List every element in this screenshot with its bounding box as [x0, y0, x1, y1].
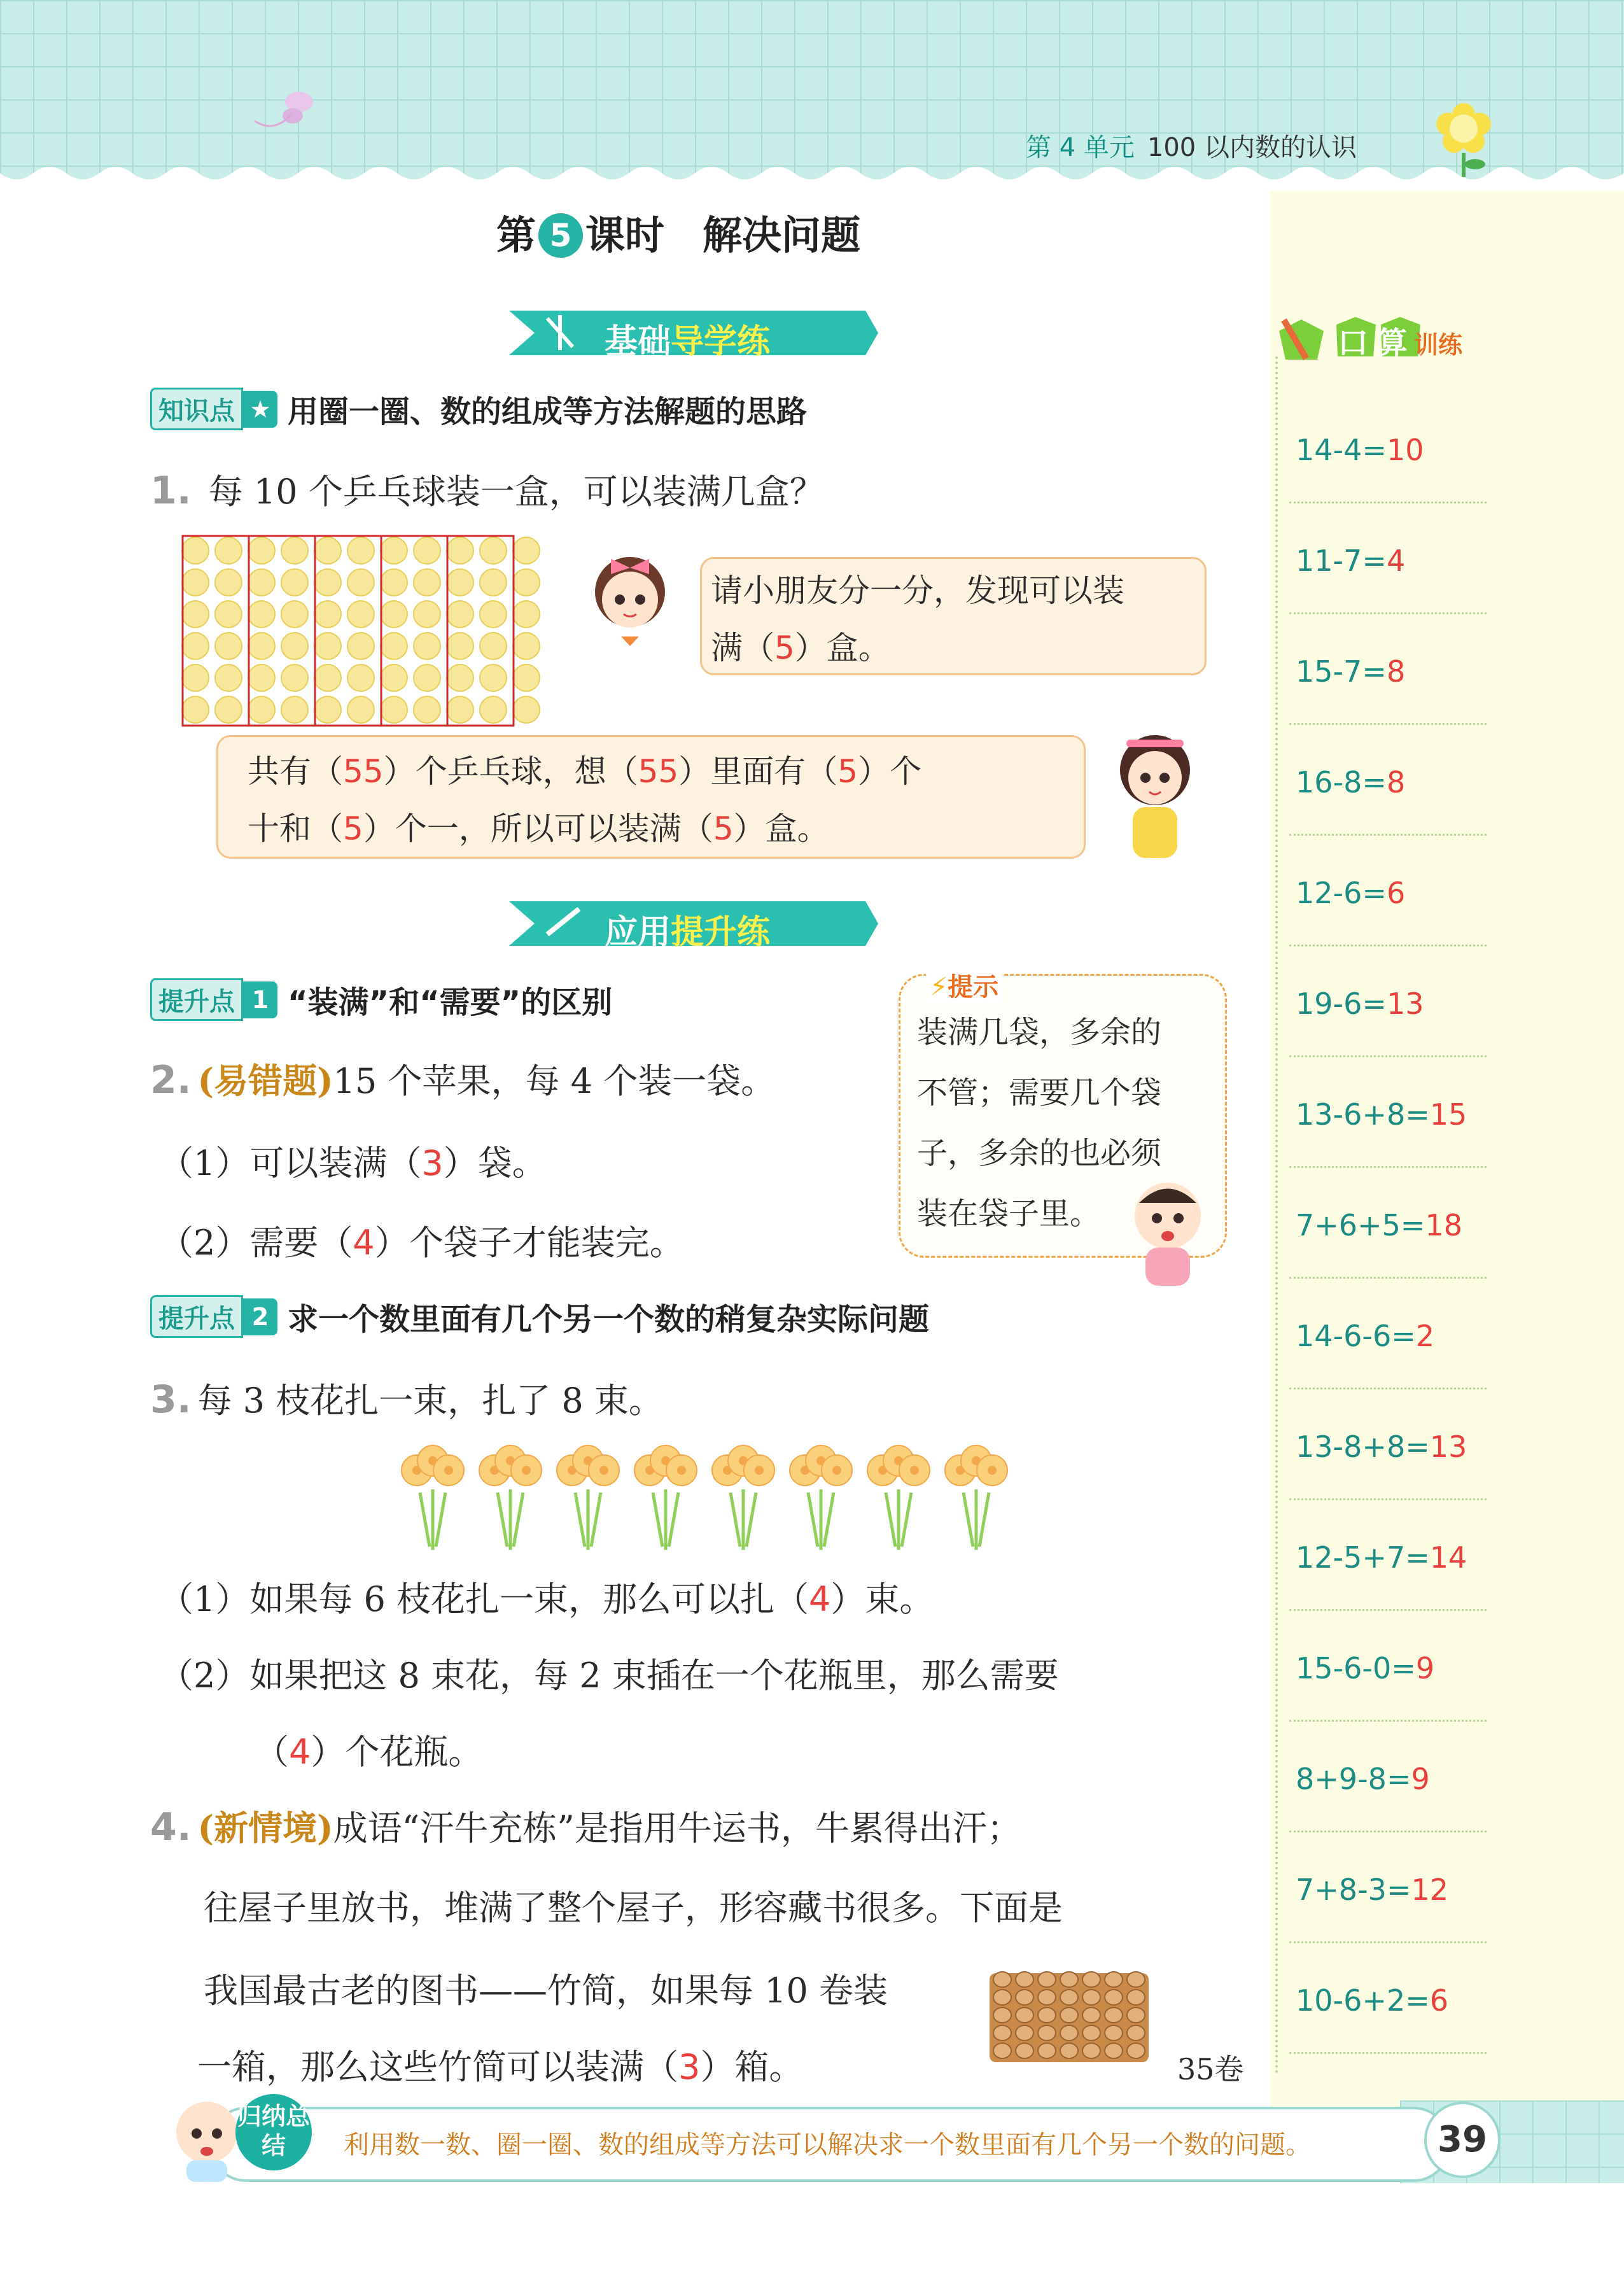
bamboo-slip-roll	[1016, 1990, 1033, 2005]
q2-part2	[159, 1216, 684, 1265]
ping-pong-balls-image	[181, 535, 563, 729]
ping-pong-ball	[182, 696, 209, 723]
calc-item	[1296, 433, 1487, 467]
q4-line-1	[150, 1801, 1021, 1850]
q3-part2-b: ）个花瓶。	[311, 1732, 483, 1772]
q3-part1-answer: 4	[809, 1579, 831, 1619]
improve-point-1-tag: 提升点	[150, 978, 243, 1021]
ping-pong-ball	[480, 601, 507, 628]
q4-l4a: 一箱，那么这些竹简可以装满（	[197, 2047, 678, 2087]
ping-pong-ball	[281, 569, 308, 596]
q3-part2-a: （	[255, 1732, 289, 1772]
flower-bouquet-icon	[479, 1445, 542, 1550]
q3-part2-answer-line	[255, 1725, 482, 1774]
bubble2-answer-1: 55	[343, 753, 384, 790]
q3-part2: （2）如果把这 8 束花，每 2 束插在一个花瓶里，那么需要	[159, 1656, 1059, 1696]
bamboo-slip-roll	[993, 1990, 1011, 2005]
oral-badge-c: 训练	[1414, 331, 1463, 359]
bamboo-slip-roll	[1038, 1990, 1056, 2005]
section-banner-basic	[509, 306, 840, 360]
ping-pong-ball	[381, 633, 407, 659]
flower-bouquets-image	[388, 1445, 1018, 1553]
speech-bubble-2	[216, 735, 1086, 859]
header-grid-band	[0, 0, 1624, 185]
q4-answer: 3	[678, 2047, 701, 2087]
ping-pong-ball	[215, 537, 242, 564]
bamboo-slip-roll	[1082, 2007, 1100, 2023]
ping-pong-ball	[347, 664, 374, 691]
ping-pong-ball	[414, 664, 440, 691]
tip-line-1: 装满几袋，多余的	[917, 1015, 1162, 1050]
ping-pong-ball	[414, 601, 440, 628]
calc-separator	[1289, 1498, 1487, 1500]
q2-part2-answer: 4	[353, 1223, 375, 1263]
ping-pong-ball	[281, 537, 308, 564]
flower-bouquet-icon	[557, 1445, 619, 1550]
q2-text: 15 个苹果，每 4 个装一袋。	[333, 1061, 776, 1101]
calc-separator	[1289, 1720, 1487, 1722]
oral-badge-b: 算	[1377, 325, 1408, 361]
ping-pong-ball	[381, 537, 407, 564]
ping-pong-ball	[314, 601, 341, 628]
calc-answer: 14	[1429, 1540, 1467, 1575]
q3-text: 每 3 枝花扎一束，扎了 8 束。	[197, 1381, 663, 1421]
butterfly-icon	[255, 83, 325, 134]
bubble1-line2	[711, 622, 890, 668]
banner-apply-text	[605, 905, 770, 953]
oral-practice-sidebar	[1270, 191, 1624, 2107]
ping-pong-ball	[480, 537, 507, 564]
improve-point-2-tag: 提升点	[150, 1295, 243, 1338]
calc-expression: 19-6=	[1296, 987, 1387, 1021]
knowledge-point	[150, 387, 808, 430]
bamboo-slip-roll	[993, 1972, 1011, 1987]
flower-bouquet-icon	[634, 1445, 697, 1550]
q2-part1-answer: 3	[421, 1143, 444, 1183]
calc-expression: 8+9-8=	[1296, 1762, 1411, 1796]
calc-answer: 8	[1386, 654, 1406, 689]
calc-separator	[1289, 834, 1487, 836]
q4-l1: 成语“汗牛充栋”是指用牛运书，牛累得出汗；	[333, 1808, 1021, 1848]
calc-separator	[1289, 945, 1487, 946]
calc-expression: 13-6+8=	[1296, 1097, 1430, 1132]
calc-answer: 13	[1429, 1430, 1467, 1464]
bamboo-slip-roll	[1016, 2043, 1033, 2058]
calc-item	[1296, 1208, 1487, 1242]
banner-basic-text	[605, 314, 770, 362]
ping-pong-ball	[314, 696, 341, 723]
bubble1-line2-a: 满（	[711, 629, 774, 666]
ping-pong-ball	[381, 664, 407, 691]
calc-item	[1296, 1097, 1487, 1132]
lesson-title	[496, 204, 860, 260]
unit-label: 第 4 单元	[1026, 133, 1135, 162]
ping-pong-ball	[347, 569, 374, 596]
ping-pong-ball	[480, 696, 507, 723]
bubble1-line1: 请小朋友分一分，发现可以装	[711, 572, 1124, 609]
tip-title	[926, 967, 1002, 1003]
ping-pong-ball	[414, 537, 440, 564]
ping-pong-ball	[281, 633, 308, 659]
bamboo-slip-roll	[1127, 2043, 1145, 2058]
bamboo-slip-roll	[1082, 1990, 1100, 2005]
summary-text: 利用数一数、圈一圈、数的组成等方法可以解决求一个数里面有几个另一个数的问题。	[344, 2130, 1311, 2160]
boy-character-icon	[1120, 1171, 1215, 1292]
calc-answer: 15	[1429, 1097, 1467, 1132]
ping-pong-ball	[248, 569, 275, 596]
star-icon: ★	[243, 391, 277, 428]
ping-pong-ball	[381, 569, 407, 596]
q4-line-4	[197, 2040, 803, 2089]
calc-expression: 7+6+5=	[1296, 1208, 1425, 1242]
bamboo-slip-roll	[993, 2025, 1011, 2041]
bamboo-slip-roll	[993, 2043, 1011, 2058]
flower-bouquet-icon	[790, 1445, 852, 1550]
calc-separator	[1289, 612, 1487, 614]
girl-character-icon	[579, 547, 681, 681]
bubble2-l2c: ）盒。	[733, 810, 829, 847]
q2-stem	[150, 1054, 775, 1103]
bamboo-slip-roll	[1105, 1990, 1123, 2005]
banner-apply-plain: 应用	[605, 913, 671, 952]
bubble1-line2-b: ）盒。	[794, 629, 890, 666]
ping-pong-ball	[314, 664, 341, 691]
bamboo-slip-roll	[1105, 2025, 1123, 2041]
ping-pong-ball	[347, 537, 374, 564]
calc-item	[1296, 654, 1487, 689]
calc-expression: 13-8+8=	[1296, 1430, 1430, 1464]
q3-part1	[159, 1572, 934, 1621]
calc-separator	[1289, 1277, 1487, 1279]
tip-title-text: 提示	[948, 973, 999, 1002]
bamboo-slip-roll	[1016, 1972, 1033, 1987]
calc-answer: 9	[1411, 1762, 1430, 1796]
flower-bouquet-icon	[712, 1445, 774, 1550]
calc-expression: 7+8-3=	[1296, 1873, 1411, 1907]
q2-part2-b: ）个袋子才能装完。	[374, 1223, 684, 1263]
bubble2-l1a: 共有（	[248, 753, 343, 790]
bamboo-slip-roll	[1060, 1972, 1078, 1987]
q2-part1-b: ）袋。	[443, 1143, 547, 1183]
ping-pong-ball	[248, 537, 275, 564]
ping-pong-ball	[447, 601, 473, 628]
ping-pong-ball	[414, 633, 440, 659]
ping-pong-ball	[480, 569, 507, 596]
ping-pong-ball	[347, 601, 374, 628]
bubble2-l2b: ）个一，所以可以装满（	[363, 810, 713, 847]
ping-pong-ball	[381, 696, 407, 723]
bamboo-slip-roll	[1016, 2007, 1033, 2023]
calc-expression: 12-5+7=	[1296, 1540, 1430, 1575]
sidebar-divider	[1275, 356, 1278, 2075]
calc-item	[1296, 1762, 1487, 1796]
q4-number: 4.	[150, 1805, 192, 1850]
calc-separator	[1289, 1388, 1487, 1389]
speech-bubble-1	[700, 557, 1207, 675]
ping-pong-ball	[248, 664, 275, 691]
calc-expression: 15-7=	[1296, 654, 1387, 689]
calc-separator	[1289, 1609, 1487, 1611]
bamboo-slip-roll	[1016, 2025, 1033, 2041]
q4-caption: 35卷	[1177, 2052, 1244, 2086]
ping-pong-ball	[513, 601, 540, 628]
q1-number: 1.	[150, 468, 192, 513]
ping-pong-ball	[182, 537, 209, 564]
calc-answer: 6	[1386, 876, 1406, 910]
bubble2-l1d: ）个	[858, 753, 922, 790]
calc-answer: 2	[1415, 1319, 1435, 1353]
flower-bouquet-icon	[402, 1445, 464, 1550]
improve-point-1-text: “装满”和“需要”的区别	[288, 985, 613, 1020]
bamboo-slip-roll	[1127, 1972, 1145, 1987]
ping-pong-ball	[447, 537, 473, 564]
ping-pong-ball	[248, 633, 275, 659]
ping-pong-ball	[347, 696, 374, 723]
ping-pong-ball	[513, 537, 540, 564]
flower-bouquet-icon	[867, 1445, 930, 1550]
knowledge-point-tag: 知识点	[150, 388, 243, 430]
ping-pong-ball	[215, 664, 242, 691]
ping-pong-ball	[248, 696, 275, 723]
q2-part1-a: （1）可以装满（	[159, 1143, 422, 1183]
bamboo-slip-roll	[1038, 2007, 1056, 2023]
banner-basic-plain: 基础	[605, 323, 671, 361]
ping-pong-ball	[414, 696, 440, 723]
bamboo-slip-roll	[1127, 2007, 1145, 2023]
bamboo-slip-roll	[993, 2007, 1011, 2023]
bamboo-slip-roll	[1082, 2025, 1100, 2041]
ping-pong-ball	[513, 664, 540, 691]
bubble2-line2	[248, 803, 829, 849]
ping-pong-ball	[447, 664, 473, 691]
calc-separator	[1289, 1941, 1487, 1943]
ping-pong-ball	[182, 633, 209, 659]
q3-number: 3.	[150, 1377, 192, 1422]
q3-stem	[150, 1374, 663, 1423]
lesson-number: 5	[538, 213, 583, 258]
bubble2-answer-5: 5	[713, 810, 734, 847]
tip-line-3: 子，多余的也必须	[917, 1135, 1162, 1171]
ping-pong-ball	[182, 601, 209, 628]
calc-item	[1296, 1540, 1487, 1575]
calc-answer: 4	[1386, 544, 1406, 578]
sunflower-icon	[1425, 95, 1502, 178]
bamboo-slip-roll	[1105, 2043, 1123, 2058]
calc-item	[1296, 1430, 1487, 1464]
calc-separator	[1289, 1166, 1487, 1168]
unit-topic: 100 以内数的认识	[1147, 133, 1357, 162]
q3-part1-b: ）束。	[830, 1579, 934, 1619]
improve-point-1-mark: 1	[243, 981, 277, 1018]
calc-expression: 14-4=	[1296, 433, 1387, 467]
banner-basic-highlight: 导学练	[671, 323, 771, 361]
calc-expression: 12-6=	[1296, 876, 1387, 910]
bamboo-slip-roll	[1038, 1972, 1056, 1987]
improve-point-2-text: 求一个数里面有几个另一个数的稍复杂实际问题	[288, 1302, 930, 1337]
q4-l4b: ）箱。	[700, 2047, 804, 2087]
bamboo-slip-roll	[1105, 1972, 1123, 1987]
calc-separator	[1289, 723, 1487, 725]
summary-badge: 归纳总结	[235, 2094, 312, 2170]
bubble1-answer: 5	[774, 629, 795, 666]
bamboo-slip-roll	[1105, 2007, 1123, 2023]
calc-answer: 12	[1411, 1873, 1449, 1907]
bamboo-slip-roll	[1060, 1990, 1078, 2005]
oral-badge-a: 口	[1338, 325, 1369, 361]
q2-part1	[159, 1136, 547, 1185]
bubble2-answer-2: 55	[638, 753, 679, 790]
calc-answer: 9	[1415, 1651, 1435, 1685]
bamboo-slips-image	[983, 1935, 1174, 2069]
q1-text: 每 10 个乒乓球装一盒，可以装满几盒？	[208, 472, 824, 512]
bamboo-slip-roll	[1082, 2043, 1100, 2058]
calc-expression: 10-6+2=	[1296, 1983, 1430, 2018]
bamboo-slip-roll	[1060, 2025, 1078, 2041]
q2-number: 2.	[150, 1058, 192, 1102]
ping-pong-ball	[314, 537, 341, 564]
ping-pong-ball	[281, 664, 308, 691]
ping-pong-ball	[480, 633, 507, 659]
bamboo-slip-roll	[1127, 2025, 1145, 2041]
calc-expression: 16-8=	[1296, 765, 1387, 799]
ping-pong-ball	[314, 633, 341, 659]
calc-answer: 13	[1386, 987, 1424, 1021]
lesson-suffix: 课时	[585, 212, 665, 258]
lesson-prefix: 第	[496, 212, 536, 258]
section-banner-apply	[509, 896, 840, 951]
bubble2-line1	[248, 746, 921, 792]
ping-pong-ball	[215, 569, 242, 596]
bubble2-l1b: ）个乒乓球，想（	[383, 753, 638, 790]
girl-character-2-icon	[1107, 726, 1203, 866]
ping-pong-ball	[248, 601, 275, 628]
q3-part1-a: （1）如果每 6 枝花扎一束，那么可以扎（	[159, 1579, 809, 1619]
ping-pong-ball	[513, 569, 540, 596]
improve-point-1	[150, 978, 613, 1020]
calc-answer: 18	[1425, 1208, 1462, 1242]
ping-pong-ball	[414, 569, 440, 596]
oral-badge-text	[1338, 318, 1462, 362]
calc-item	[1296, 1873, 1487, 1907]
lightning-icon: ⚡	[930, 973, 948, 1002]
calc-separator	[1289, 502, 1487, 503]
calc-item	[1296, 876, 1487, 910]
q2-label: (易错题)	[197, 1060, 333, 1101]
lesson-name: 解决问题	[703, 212, 861, 258]
ping-pong-ball	[513, 633, 540, 659]
bamboo-slip-roll	[1038, 2043, 1056, 2058]
calc-answer: 8	[1386, 765, 1406, 799]
ping-pong-ball	[281, 601, 308, 628]
tip-line-4: 装在袋子里。	[917, 1196, 1101, 1232]
ping-pong-ball	[480, 664, 507, 691]
ping-pong-ball	[215, 696, 242, 723]
ping-pong-ball	[215, 601, 242, 628]
bamboo-slip-roll	[1060, 2007, 1078, 2023]
ping-pong-ball	[314, 569, 341, 596]
ping-pong-ball	[215, 633, 242, 659]
q2-part2-a: （2）需要（	[159, 1223, 353, 1263]
tip-line-2: 不管；需要几个袋	[917, 1075, 1162, 1111]
ping-pong-ball	[182, 569, 209, 596]
q1-stem	[150, 465, 824, 514]
bubble2-answer-4: 5	[343, 810, 363, 847]
q4-label: (新情境)	[197, 1808, 333, 1848]
flower-bouquet-icon	[945, 1445, 1007, 1550]
calc-expression: 11-7=	[1296, 544, 1387, 578]
ping-pong-ball	[447, 633, 473, 659]
calc-item	[1296, 1651, 1487, 1685]
calc-item	[1296, 1983, 1487, 2018]
unit-title	[1026, 127, 1357, 164]
q4-line-3: 我国最古老的图书——竹简，如果每 10 卷装	[204, 1971, 888, 2011]
improve-point-2-mark: 2	[243, 1298, 277, 1335]
bubble2-l1c: ）里面有（	[678, 753, 838, 790]
calc-item	[1296, 1319, 1487, 1353]
calc-item	[1296, 544, 1487, 578]
q3-part2-answer: 4	[289, 1732, 311, 1772]
calc-item	[1296, 987, 1487, 1021]
q4-line-2: 往屋子里放书，堆满了整个屋子，形容藏书很多。下面是	[204, 1888, 1063, 1928]
bamboo-slip-roll	[1082, 1972, 1100, 1987]
bubble2-l2a: 十和（	[248, 810, 343, 847]
baby-character-icon	[169, 2094, 245, 2183]
calc-item	[1296, 765, 1487, 799]
ping-pong-ball	[381, 601, 407, 628]
bamboo-slip-roll	[1060, 2043, 1078, 2058]
bamboo-slip-roll	[1038, 2025, 1056, 2041]
calc-separator	[1289, 2052, 1487, 2054]
calc-expression: 15-6-0=	[1296, 1651, 1416, 1685]
header-wave-edge	[0, 167, 1624, 192]
calc-separator	[1289, 1055, 1487, 1057]
ping-pong-ball	[447, 569, 473, 596]
calc-answer: 6	[1429, 1983, 1449, 2018]
calc-separator	[1289, 1831, 1487, 1832]
improve-point-2	[150, 1295, 930, 1337]
ping-pong-ball	[281, 696, 308, 723]
bamboo-slip-roll	[1127, 1990, 1145, 2005]
ping-pong-ball	[347, 633, 374, 659]
calc-expression: 14-6-6=	[1296, 1319, 1416, 1353]
page-number: 39	[1424, 2102, 1501, 2178]
ping-pong-ball	[447, 696, 473, 723]
calc-answer: 10	[1386, 433, 1424, 467]
bubble2-answer-3: 5	[837, 753, 858, 790]
ping-pong-ball	[182, 664, 209, 691]
ping-pong-ball	[513, 696, 540, 723]
banner-apply-highlight: 提升练	[671, 913, 771, 952]
knowledge-point-text: 用圈一圈、数的组成等方法解题的思路	[288, 394, 808, 430]
